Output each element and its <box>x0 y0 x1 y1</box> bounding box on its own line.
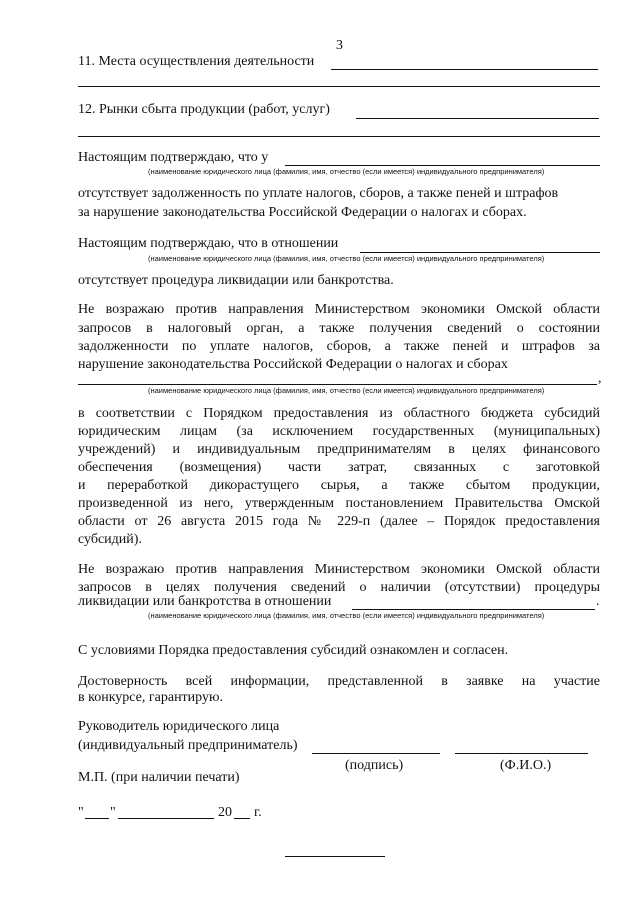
item-12-field[interactable] <box>356 118 599 119</box>
consent-2-name-field[interactable] <box>352 609 595 610</box>
consent-1-line-3: задолженности по уплате налогов, сборов, а также пеней и штрафов за <box>78 339 600 354</box>
seal-label: М.П. (при наличии печати) <box>78 770 240 785</box>
date-year-field[interactable] <box>234 818 250 819</box>
confirm-1-caption: (наименование юридического лица (фамилия, имя, отчество (если имеется) индивидуального предпринимателя) <box>148 167 545 176</box>
item-11-field-line2[interactable] <box>78 86 600 87</box>
confirm-1-line-1: отсутствует задолженность по уплате налогов, сборов, а также пеней и штрафов <box>78 186 559 201</box>
consent-1-cont-1: в соответствии с Порядком предоставления из областного бюджета субсидий <box>78 406 600 421</box>
confirm-2-name-field[interactable] <box>360 252 600 253</box>
date-year-prefix: 20 <box>218 805 232 820</box>
confirm-2-line-1: отсутствует процедура ликвидации или банкротства. <box>78 273 394 288</box>
signature-field[interactable] <box>312 753 440 754</box>
reliability-line-2: в конкурсе, гарантирую. <box>78 690 223 705</box>
signature-caption: (подпись) <box>345 758 404 773</box>
end-divider <box>285 856 385 857</box>
consent-1-line-4: нарушение законодательства Российской Федерации о налогах и сборах <box>78 357 508 372</box>
consent-2-line-2: запросов в целях получения сведений о наличии (отсутствии) процедуры <box>78 580 600 595</box>
consent-1-cont-6: произведенной из него, утвержденным постановлением Правительства Омской <box>78 496 600 511</box>
page-number: 3 <box>336 38 343 53</box>
consent-2-dot: . <box>596 594 600 609</box>
date-year-suffix: г. <box>254 805 262 820</box>
head-label-line-2: (индивидуальный предприниматель) <box>78 738 298 753</box>
consent-1-line-2: запросов в налоговый орган, а также получения сведений о состоянии <box>78 321 600 336</box>
consent-1-cont-5: и переработкой дикорастущего сырья, а также сбытом продукции, <box>78 478 600 493</box>
confirm-1-lead: Настоящим подтверждаю, что у <box>78 150 269 165</box>
confirm-2-caption: (наименование юридического лица (фамилия, имя, отчество (если имеется) индивидуального предпринимателя) <box>148 254 545 263</box>
consent-2-line-1: Не возражаю против направления Министерством экономики Омской области <box>78 562 600 577</box>
item-12-label: 12. Рынки сбыта продукции (работ, услуг) <box>78 102 330 117</box>
consent-2-lead: ликвидации или банкротства в отношении <box>78 594 332 609</box>
item-12-field-line2[interactable] <box>78 136 600 137</box>
consent-1-cont-3: учреждений) и индивидуальным предпринимателям в целях финансового <box>78 442 600 457</box>
consent-1-caption: (наименование юридического лица (фамилия, имя, отчество (если имеется) индивидуального предпринимателя) <box>148 386 545 395</box>
confirm-2-lead: Настоящим подтверждаю, что в отношении <box>78 236 339 251</box>
consent-1-cont-7: области от 26 августа 2015 года № 229-п (далее – Порядок предоставления <box>78 514 600 529</box>
consent-1-line-1: Не возражаю против направления Министерством экономики Омской области <box>78 302 600 317</box>
date-day-field[interactable] <box>85 818 109 819</box>
consent-1-comma: , <box>598 371 602 386</box>
item-11-field[interactable] <box>331 69 598 70</box>
date-quote-open: " <box>78 805 84 820</box>
consent-1-last: субсидий). <box>78 532 142 547</box>
confirm-1-name-field[interactable] <box>285 165 600 166</box>
reliability-line-1: Достоверность всей информации, представленной в заявке на участие <box>78 674 600 689</box>
head-label-line-1: Руководитель юридического лица <box>78 719 280 734</box>
consent-1-cont-4: обеспечения (возмещения) части затрат, связанных с заготовкой <box>78 460 600 475</box>
item-11-label: 11. Места осуществления деятельности <box>78 54 315 69</box>
consent-1-cont-2: юридическим лицам (за исключением государственных (муниципальных) <box>78 424 600 439</box>
date-quote-close: " <box>110 805 116 820</box>
full-name-field[interactable] <box>455 753 588 754</box>
consent-1-name-field[interactable] <box>78 384 597 385</box>
confirm-1-line-2: за нарушение законодательства Российской Федерации о налогах и сборах. <box>78 205 527 220</box>
full-name-caption: (Ф.И.О.) <box>500 758 552 773</box>
consent-2-caption: (наименование юридического лица (фамилия, имя, отчество (если имеется) индивидуального предпринимателя) <box>148 611 545 620</box>
date-month-field[interactable] <box>118 818 214 819</box>
agree-line: С условиями Порядка предоставления субсидий ознакомлен и согласен. <box>78 643 509 658</box>
